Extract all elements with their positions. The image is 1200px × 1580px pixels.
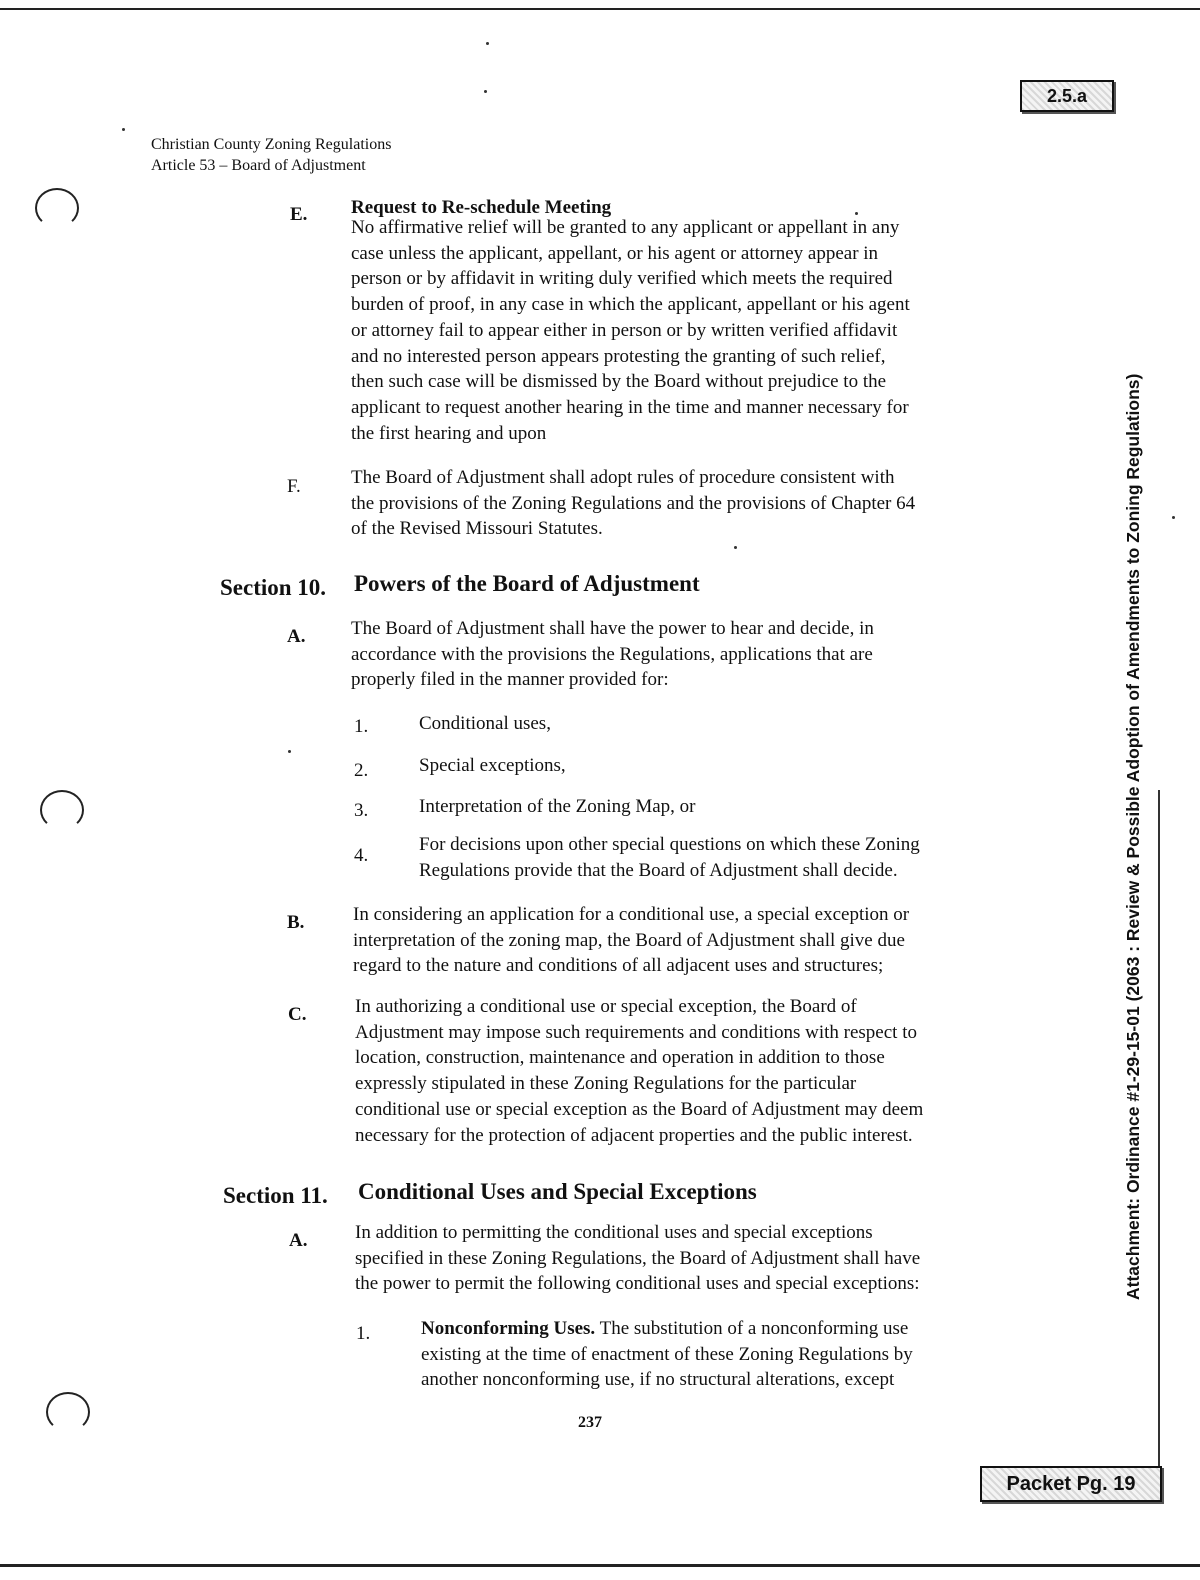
section-10-c-label: C. <box>288 1004 307 1025</box>
bottom-border-line <box>0 1564 1200 1567</box>
text-line: applicant to request another hearing in the time and manner necessary for <box>351 396 909 418</box>
text-line: In addition to permitting the conditional uses and special exceptions <box>355 1222 873 1243</box>
text-line: In considering an application for a conditional use, a special exception or <box>353 904 910 925</box>
text-line: existing at the time of enactment of these Zoning Regulations by <box>421 1343 913 1365</box>
text-line: accordance with the provisions the Regulations, applications that are <box>351 643 873 665</box>
text-line: and no interested person appears protesting the granting of such relief, <box>351 345 886 367</box>
text-line: No affirmative relief will be granted to any applicant or appellant in any <box>351 217 900 238</box>
page-number: 237 <box>578 1414 602 1431</box>
text-line: The Board of Adjustment shall have the power to hear and decide, in <box>351 618 874 639</box>
text-line: another nonconforming use, if no structural alterations, except <box>421 1369 895 1391</box>
text-line: regard to the nature and conditions of all adjacent uses and structures; <box>353 955 884 977</box>
text-line: person or by affidavit in writing duly verified which meets the required <box>351 268 893 290</box>
list-item-text: Special exceptions, <box>419 755 566 776</box>
text-line: the provisions of the Zoning Regulations and the provisions of Chapter 64 <box>351 492 916 514</box>
scan-speck <box>288 750 291 753</box>
item-heading: Nonconforming Uses. <box>421 1318 596 1339</box>
section-number: Section 10. <box>220 575 327 600</box>
section-11-a-paragraph <box>355 1220 920 1297</box>
text-line <box>421 1316 913 1342</box>
section-10-a-paragraph <box>351 616 874 693</box>
punch-hole-middle <box>40 790 84 830</box>
list-item-text: Interpretation of the Zoning Map, or <box>419 796 696 817</box>
list-item-number: 1. <box>354 716 369 737</box>
section-11-a-label: A. <box>289 1230 308 1251</box>
section-10-b-label: B. <box>287 912 305 933</box>
text-line: In authorizing a conditional use or special exception, the Board of <box>355 996 857 1017</box>
item-e-title: Request to Re-schedule Meeting <box>351 197 612 218</box>
text-line: necessary for the protection of adjacent properties and the public interest. <box>355 1124 913 1146</box>
item-f-label: F. <box>287 476 301 497</box>
text-line: Adjustment may impose such requirements and conditions with respect to <box>355 1021 917 1043</box>
scan-speck <box>1172 516 1175 519</box>
list-item-number: 3. <box>354 800 369 821</box>
section-title: Powers of the Board of Adjustment <box>354 571 700 596</box>
item-e-paragraph <box>351 215 910 446</box>
list-item-text <box>421 1316 913 1393</box>
document-header <box>151 134 391 176</box>
text-line: interpretation of the zoning map, the Board of Adjustment shall give due <box>353 929 905 951</box>
text-line: conditional use or special exception as the Board of Adjustment may deem <box>355 1098 924 1120</box>
text-line: then such case will be dismissed by the Board without prejudice to the <box>351 371 887 393</box>
text-line: For decisions upon other special questions on which these Zoning <box>419 834 920 855</box>
text-line: The Board of Adjustment shall adopt rules of procedure consistent with <box>351 467 895 488</box>
text-line: the power to permit the following conditional uses and special exceptions: <box>355 1273 920 1295</box>
text-line: the first hearing and upon <box>351 422 547 444</box>
item-text-rest: The substitution of a nonconforming use <box>599 1318 909 1339</box>
text-line: of the Revised Missouri Statutes. <box>351 518 603 540</box>
punch-hole-top <box>35 188 79 228</box>
item-e-label: E. <box>290 204 308 225</box>
scan-speck <box>486 42 489 45</box>
packet-page-badge: Packet Pg. 19 <box>980 1466 1162 1502</box>
text-line: or attorney fail to appear either in person or by written verified affidavit <box>351 319 898 341</box>
text-line: burden of proof, in any case in which the applicant, appellant or his agent <box>351 294 910 316</box>
top-border-line <box>0 8 1200 10</box>
item-f-paragraph <box>351 465 915 542</box>
text-line: expressly stipulated in these Zoning Regulations for the particular <box>355 1073 857 1095</box>
text-line: Regulations provide that the Board of Adjustment shall decide. <box>419 859 898 881</box>
section-number: Section 11. <box>223 1183 328 1208</box>
text-line: case unless the applicant, appellant, or his agent or attorney appear in <box>351 242 879 264</box>
punch-hole-bottom <box>46 1392 90 1432</box>
scan-speck <box>122 128 125 131</box>
list-item-number: 4. <box>354 845 369 866</box>
list-item-text <box>419 832 920 883</box>
list-item-number: 1. <box>356 1323 371 1344</box>
scan-speck <box>734 546 737 549</box>
scan-speck <box>484 90 487 93</box>
header-article: Article 53 – Board of Adjustment <box>151 157 366 174</box>
text-line: location, construction, maintenance and operation in addition to those <box>355 1047 885 1069</box>
section-10-b-paragraph <box>353 902 909 979</box>
text-line: properly filed in the manner provided for: <box>351 669 669 691</box>
header-title: Christian County Zoning Regulations <box>151 136 392 153</box>
section-title: Conditional Uses and Special Exceptions <box>358 1179 757 1204</box>
text-line: specified in these Zoning Regulations, the Board of Adjustment shall have <box>355 1247 921 1269</box>
attachment-side-label: Attachment: Ordinance #1-29-15-01 (2063 : Review & Possible Adoption of Amendments to Zoning Regulations) <box>1123 373 1143 1300</box>
attachment-badge: 2.5.a <box>1020 80 1114 112</box>
list-item-number: 2. <box>354 760 369 781</box>
list-item-text: Conditional uses, <box>419 713 551 734</box>
section-10-c-paragraph <box>355 994 923 1148</box>
right-margin-line <box>1158 790 1160 1480</box>
section-10-a-label: A. <box>287 626 306 647</box>
